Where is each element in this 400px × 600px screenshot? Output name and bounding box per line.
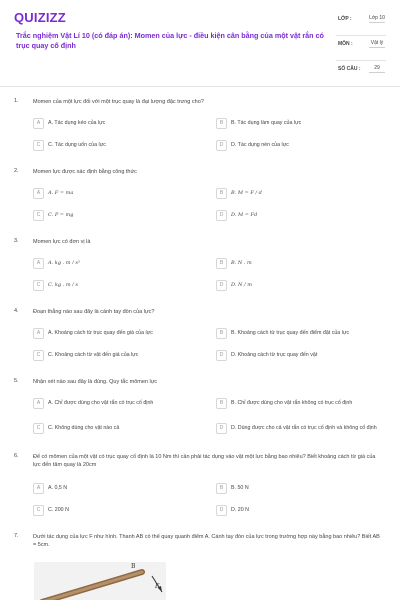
option-c[interactable] (33, 420, 196, 436)
option-letter: B (216, 188, 227, 199)
option-letter: D (216, 210, 227, 221)
option-letter: A (33, 398, 44, 409)
option-text: B. N . m (231, 259, 252, 266)
option-letter: C (33, 280, 44, 291)
option-a[interactable] (33, 325, 196, 341)
option-text: C. 200 N (48, 506, 69, 513)
option-text: B. Khoảng cách từ trục quay đến điểm đặt của lực (231, 329, 350, 336)
option-letter: D (216, 505, 227, 516)
option-letter: B (216, 258, 227, 269)
meta-divider (336, 35, 386, 36)
option-text: D. 20 N (231, 506, 249, 513)
option-letter: A (33, 328, 44, 339)
count-value: 29 (369, 65, 385, 73)
option-letter: D (216, 350, 227, 361)
option-letter: D (216, 140, 227, 151)
option-letter: D (216, 280, 227, 291)
option-text: B. M = F / d (231, 189, 262, 196)
option-text: A. F = ma (48, 189, 74, 196)
question-text: Momen của một lực đối với một trục quay là đại lượng đặc trưng cho? (33, 99, 204, 105)
option-letter: D (216, 423, 227, 434)
question-text: Để có mômen của một vật có trục quay cố định là 10 Nm thì cần phải tác dụng vào vật một lực bằng bao nhiêu? Biết khoảng cách từ giá của lực đến tâm quay là 20cm (33, 454, 376, 468)
option-text: A. Chỉ được dùng cho vật rắn có trục cố định (48, 399, 154, 406)
class-value: Lớp 10 (369, 15, 385, 21)
option-a[interactable] (33, 185, 196, 201)
quizizz-logo: QUIZIZZ (14, 10, 66, 25)
question-text: Đoạn thẳng nào sau đây là cánh tay đòn của lực? (33, 309, 155, 315)
option-a[interactable] (33, 480, 196, 496)
option-c[interactable] (33, 502, 196, 518)
question-number: 6. (14, 453, 19, 459)
option-letter: A (33, 118, 44, 129)
option-text: D. N / m (231, 281, 252, 288)
option-b[interactable] (216, 395, 379, 411)
option-b[interactable] (216, 480, 379, 496)
option-text: C. Khoảng cách từ vật đến giá của lực (48, 351, 139, 358)
option-text: B. Tác dụng làm quay của lực (231, 119, 302, 126)
option-letter: A (33, 258, 44, 269)
question-number: 3. (14, 238, 19, 244)
option-a[interactable] (33, 395, 196, 411)
question-text: Momen lực được xác định bằng công thức (33, 169, 137, 175)
option-c[interactable] (33, 207, 196, 223)
option-text: D. Khoảng cách từ trục quay đến vật (231, 351, 318, 358)
option-text: B. 50 N (231, 484, 249, 491)
subject-value: Vật lý (370, 40, 384, 46)
option-b[interactable] (216, 185, 379, 201)
option-letter: A (33, 483, 44, 494)
option-c[interactable] (33, 347, 196, 363)
option-letter: A (33, 188, 44, 199)
option-d[interactable] (216, 420, 379, 436)
class-label: LỚP : (338, 16, 352, 22)
question-number: 1. (14, 98, 19, 104)
option-letter: C (33, 505, 44, 516)
option-text: D. M = Fd (231, 211, 258, 218)
option-letter: B (216, 398, 227, 409)
force-f-label: F (155, 583, 160, 590)
option-b[interactable] (216, 325, 379, 341)
option-text: A. 0,5 N (48, 484, 68, 491)
option-d[interactable] (216, 277, 379, 293)
lever-diagram (34, 562, 166, 600)
subject-label: MÔN : (338, 41, 353, 47)
option-text: C. Tác dụng uốn của lực (48, 141, 106, 148)
question-number: 4. (14, 308, 19, 314)
option-text: C. P = mg (48, 211, 74, 218)
option-letter: C (33, 210, 44, 221)
option-text: A. Khoảng cách từ trục quay đến giá của lực (48, 329, 153, 336)
option-c[interactable] (33, 137, 196, 153)
question-number: 2. (14, 168, 19, 174)
lever-figure (34, 562, 166, 600)
point-b-label: B (131, 563, 136, 570)
option-text: B. Chỉ được dùng cho vật rắn không có trục cố định (231, 399, 353, 406)
option-letter: C (33, 140, 44, 151)
option-b[interactable] (216, 115, 379, 131)
question-text: Dưới tác dụng của lực F như hình. Thanh AB có thể quay quanh điểm A. Cánh tay đòn của lực trong trường hợp này bằng bao nhiêu? Biết AB = 5cm. (33, 534, 380, 548)
question-number: 5. (14, 378, 19, 384)
option-letter: C (33, 423, 44, 434)
meta-divider (336, 60, 386, 61)
count-label: SỐ CÂU : (338, 66, 361, 72)
option-text: A. Tác dụng kéo của lực (48, 119, 106, 126)
worksheet-header (0, 0, 400, 87)
option-letter: B (216, 483, 227, 494)
option-d[interactable] (216, 347, 379, 363)
question-text: Nhận xét nào sau đây là đúng. Quy tắc mômen lực (33, 379, 158, 385)
option-letter: B (216, 328, 227, 339)
option-text: D. Tác dụng nén của lực (231, 141, 289, 148)
option-d[interactable] (216, 502, 379, 518)
option-letter: B (216, 118, 227, 129)
option-d[interactable] (216, 207, 379, 223)
option-d[interactable] (216, 137, 379, 153)
question-number: 7. (14, 533, 19, 539)
option-c[interactable] (33, 277, 196, 293)
question-text: Momen lực có đơn vị là (33, 239, 91, 245)
option-b[interactable] (216, 255, 379, 271)
option-letter: C (33, 350, 44, 361)
option-text: A. kg . m / s² (48, 259, 80, 266)
option-text: D. Dùng được cho cả vật rắn có trục cố định và không cố định (231, 424, 377, 431)
option-text: C. Không dùng cho vật nào cả (48, 424, 120, 431)
option-a[interactable] (33, 115, 196, 131)
option-text: C. kg . m / s (48, 281, 78, 288)
worksheet-title: Trắc nghiệm Vật Lí 10 (có đáp án): Momen của lực - điều kiện cân bằng của một vật rắn có trục quay cố định (16, 31, 324, 50)
option-a[interactable] (33, 255, 196, 271)
